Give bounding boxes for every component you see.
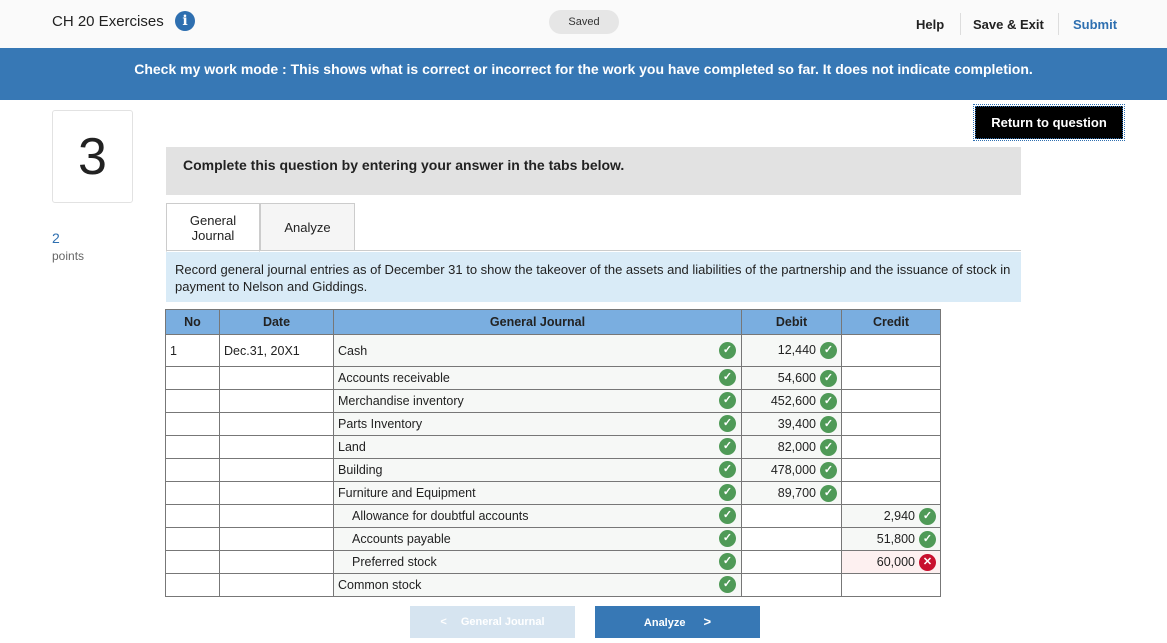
correct-check-icon: ✓ <box>820 439 837 456</box>
correct-check-icon: ✓ <box>820 485 837 502</box>
credit-value: 51,800 <box>876 531 915 546</box>
credit-value: 60,000 <box>876 554 915 569</box>
debit-cell[interactable] <box>742 390 842 413</box>
no-cell <box>166 528 220 551</box>
divider <box>1058 13 1059 35</box>
account-cell[interactable] <box>334 459 742 482</box>
account-name: Accounts receivable <box>338 371 450 385</box>
next-analyze-button[interactable] <box>595 606 760 638</box>
table-row <box>166 528 941 551</box>
account-cell[interactable] <box>334 574 742 597</box>
table-row <box>166 413 941 436</box>
date-cell[interactable] <box>220 459 334 482</box>
correct-check-icon: ✓ <box>719 392 736 409</box>
header-no: No <box>166 310 220 335</box>
no-cell <box>166 413 220 436</box>
header-date: Date <box>220 310 334 335</box>
account-cell[interactable] <box>334 482 742 505</box>
table-row <box>166 390 941 413</box>
account-name: Accounts payable <box>352 532 451 546</box>
no-cell <box>166 367 220 390</box>
credit-cell[interactable] <box>842 390 941 413</box>
correct-check-icon: ✓ <box>719 576 736 593</box>
account-cell[interactable] <box>334 528 742 551</box>
credit-cell[interactable] <box>842 367 941 390</box>
no-cell <box>166 390 220 413</box>
table-row <box>166 574 941 597</box>
correct-check-icon: ✓ <box>719 415 736 432</box>
journal-table <box>165 309 941 597</box>
incorrect-x-icon: ✕ <box>919 554 936 571</box>
instruction: Complete this question by entering your answer in the tabs below. <box>166 147 1021 195</box>
save-exit-link[interactable]: Save & Exit <box>973 17 1044 32</box>
debit-cell[interactable] <box>742 335 842 367</box>
debit-value: 89,700 <box>777 485 816 500</box>
debit-cell[interactable] <box>742 459 842 482</box>
credit-value: 2,940 <box>883 508 915 523</box>
account-cell[interactable] <box>334 367 742 390</box>
no-cell <box>166 482 220 505</box>
tab-analyze[interactable]: Analyze <box>260 203 355 251</box>
no-cell <box>166 459 220 482</box>
credit-cell[interactable] <box>842 459 941 482</box>
credit-cell[interactable] <box>842 551 941 574</box>
check-work-banner: Check my work mode : This shows what is correct or incorrect for the work you have completed so far. It does not indicate completion. <box>0 48 1167 100</box>
help-link[interactable]: Help <box>916 17 945 32</box>
correct-check-icon: ✓ <box>719 484 736 501</box>
debit-value: 39,400 <box>777 416 816 431</box>
correct-check-icon: ✓ <box>719 438 736 455</box>
submit-link[interactable]: Submit <box>1073 17 1118 32</box>
date-cell[interactable] <box>220 413 334 436</box>
account-cell[interactable] <box>334 436 742 459</box>
correct-check-icon: ✓ <box>919 508 936 525</box>
correct-check-icon: ✓ <box>719 461 736 478</box>
next-label: Analyze <box>643 617 686 629</box>
correct-check-icon: ✓ <box>719 369 736 386</box>
no-cell <box>166 551 220 574</box>
question-number: 3 <box>52 110 133 203</box>
correct-check-icon: ✓ <box>820 416 837 433</box>
saved-status-badge: Saved <box>549 10 619 34</box>
table-row <box>166 459 941 482</box>
debit-cell[interactable] <box>742 551 842 574</box>
no-cell <box>166 574 220 597</box>
credit-cell[interactable] <box>842 482 941 505</box>
debit-value: 452,600 <box>770 393 816 408</box>
chevron-left-icon: < <box>440 616 447 628</box>
account-name: Common stock <box>338 578 422 592</box>
divider <box>960 13 961 35</box>
no-cell <box>166 436 220 459</box>
account-name: Building <box>338 463 383 477</box>
table-row <box>166 335 941 367</box>
debit-cell[interactable] <box>742 505 842 528</box>
table-row <box>166 551 941 574</box>
correct-check-icon: ✓ <box>820 462 837 479</box>
assignment-title: CH 20 Exercises <box>52 13 164 30</box>
account-name: Parts Inventory <box>338 417 423 431</box>
no-cell <box>166 505 220 528</box>
prev-label: General Journal <box>460 616 545 628</box>
correct-check-icon: ✓ <box>820 370 837 387</box>
date-cell[interactable] <box>220 528 334 551</box>
account-name: Furniture and Equipment <box>338 486 476 500</box>
account-name: Preferred stock <box>352 555 437 569</box>
correct-check-icon: ✓ <box>919 531 936 548</box>
header-credit: Credit <box>842 310 941 335</box>
table-row <box>166 505 941 528</box>
date-cell[interactable] <box>220 574 334 597</box>
info-icon[interactable]: i <box>175 11 195 31</box>
no-cell: 1 <box>166 335 220 367</box>
date-cell[interactable] <box>220 505 334 528</box>
correct-check-icon: ✓ <box>719 507 736 524</box>
account-cell[interactable] <box>334 505 742 528</box>
prev-general-journal-button[interactable] <box>410 606 575 638</box>
account-name: Allowance for doubtful accounts <box>352 509 529 523</box>
table-row <box>166 367 941 390</box>
top-bar <box>0 0 1167 48</box>
account-cell[interactable] <box>334 551 742 574</box>
debit-cell[interactable] <box>742 413 842 436</box>
correct-check-icon: ✓ <box>820 393 837 410</box>
credit-cell[interactable] <box>842 528 941 551</box>
credit-cell[interactable] <box>842 505 941 528</box>
debit-cell[interactable] <box>742 367 842 390</box>
return-to-question-button[interactable]: Return to question <box>975 106 1123 139</box>
credit-cell[interactable] <box>842 335 941 367</box>
correct-check-icon: ✓ <box>719 530 736 547</box>
debit-cell[interactable] <box>742 482 842 505</box>
credit-cell[interactable] <box>842 574 941 597</box>
date-cell[interactable]: Dec.31, 20X1 <box>220 335 334 367</box>
correct-check-icon: ✓ <box>820 342 837 359</box>
debit-cell[interactable] <box>742 574 842 597</box>
points-label: points <box>52 249 85 263</box>
credit-cell[interactable] <box>842 436 941 459</box>
table-row <box>166 482 941 505</box>
debit-value: 82,000 <box>777 439 816 454</box>
debit-value: 478,000 <box>770 462 816 477</box>
credit-cell[interactable] <box>842 413 941 436</box>
debit-value: 54,600 <box>777 370 816 385</box>
header-general-journal: General Journal <box>334 310 742 335</box>
correct-check-icon: ✓ <box>719 553 736 570</box>
account-cell[interactable] <box>334 390 742 413</box>
divider <box>166 250 1021 251</box>
correct-check-icon: ✓ <box>719 342 736 359</box>
account-cell[interactable] <box>334 335 742 367</box>
table-row <box>166 436 941 459</box>
date-cell[interactable] <box>220 551 334 574</box>
points-value: 2 <box>52 230 60 246</box>
date-cell[interactable] <box>220 482 334 505</box>
debit-value: 12,440 <box>777 342 816 357</box>
chevron-right-icon: > <box>703 614 712 629</box>
question-description: Record general journal entries as of December 31 to show the takeover of the assets and liabilities of the partnership and the issuance of stock in payment to Nelson and Giddings. <box>166 252 1021 302</box>
account-name: Cash <box>338 343 368 358</box>
date-cell[interactable] <box>220 367 334 390</box>
account-name: Merchandise inventory <box>338 394 464 408</box>
debit-cell[interactable] <box>742 528 842 551</box>
date-cell[interactable] <box>220 390 334 413</box>
header-debit: Debit <box>742 310 842 335</box>
account-cell[interactable] <box>334 413 742 436</box>
debit-cell[interactable] <box>742 436 842 459</box>
tab-general-journal[interactable]: General Journal <box>166 203 260 252</box>
date-cell[interactable] <box>220 436 334 459</box>
account-name: Land <box>338 440 366 454</box>
